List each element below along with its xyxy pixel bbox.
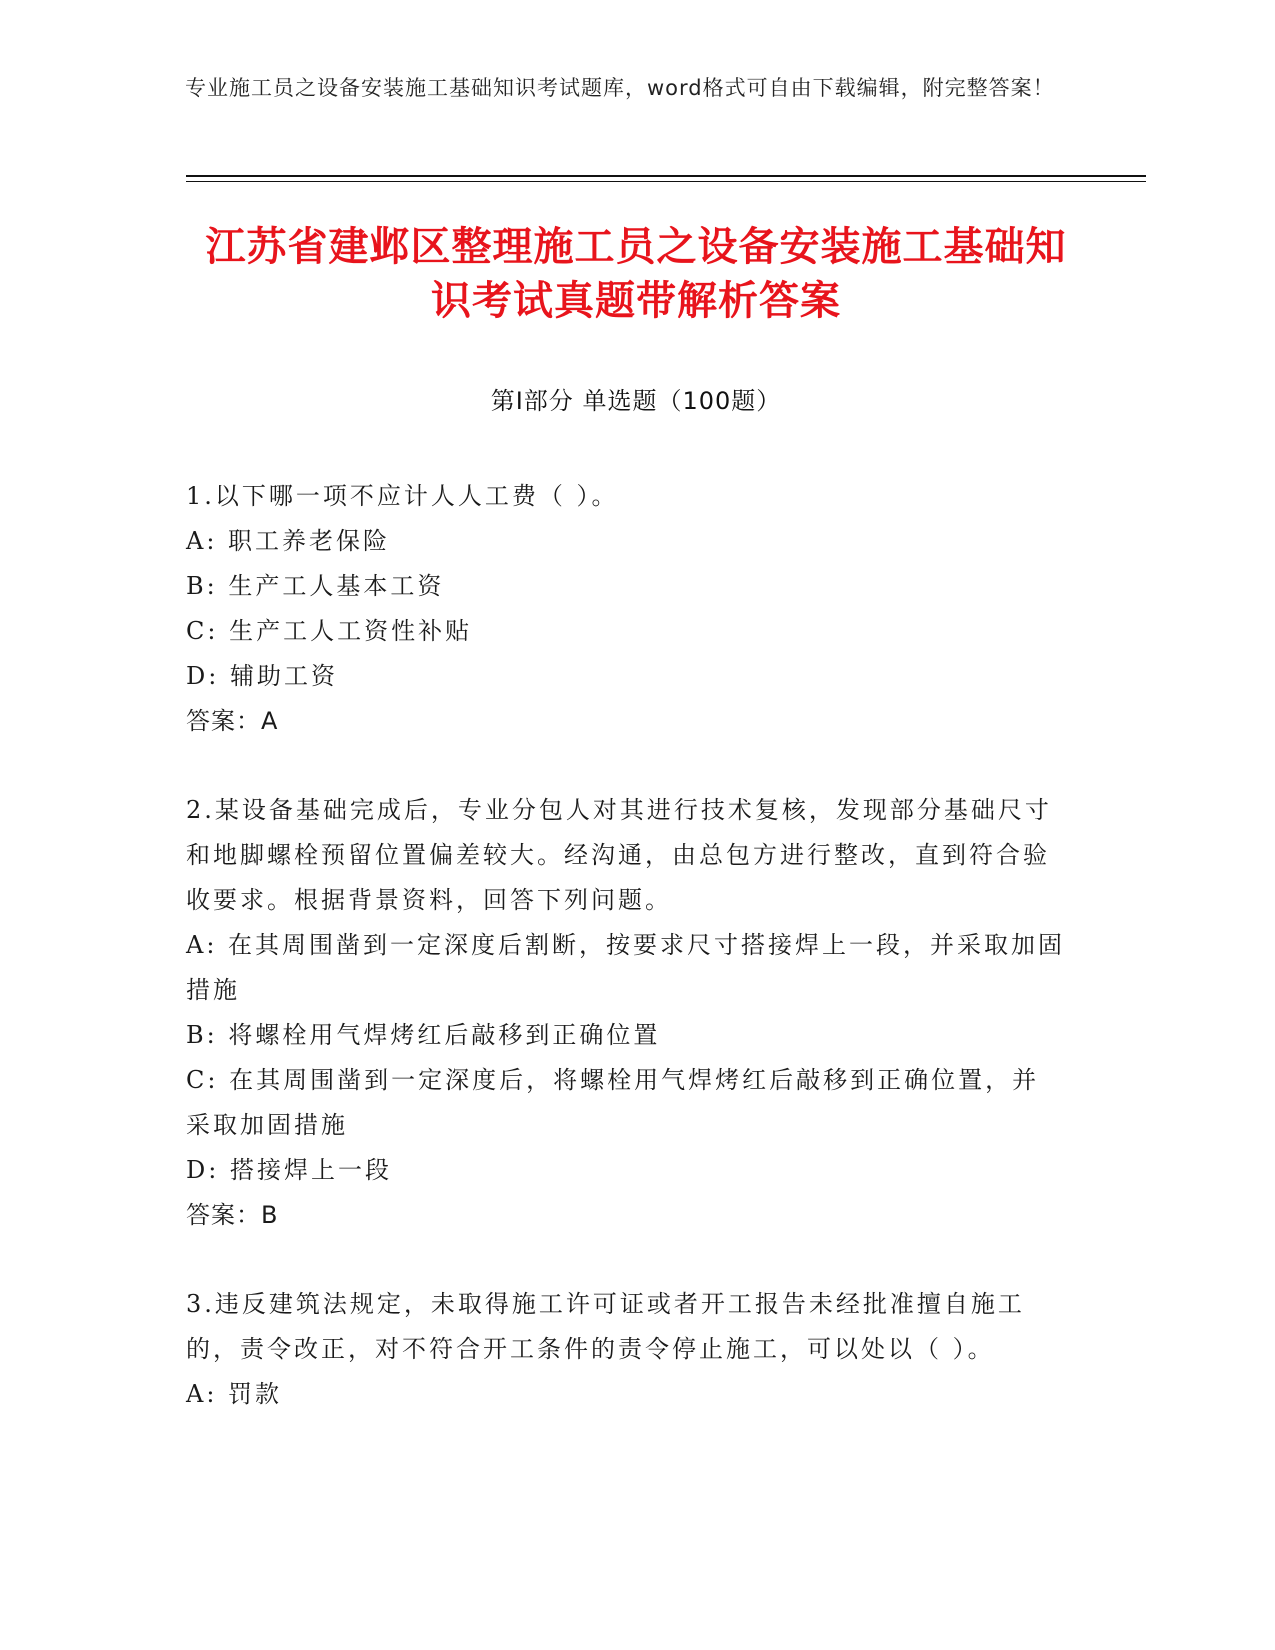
- option-a: A: 在其周围凿到一定深度后割断，按要求尺寸搭接焊上一段，并采取加固措施: [186, 931, 1066, 1004]
- option-b: B: 将螺栓用气焊烤红后敲移到正确位置: [186, 1021, 661, 1049]
- answer-line: 答案：B: [186, 1201, 279, 1229]
- header-note: 专业施工员之设备安装施工基础知识考试题库，word格式可自由下载编辑，附完整答案！: [185, 76, 1055, 100]
- option-d: D: 搭接焊上一段: [186, 1156, 392, 1184]
- question-list: [186, 474, 1066, 1461]
- option-a: A: 罚款: [186, 1380, 283, 1408]
- question-1: [186, 474, 1066, 744]
- question-stem: 3.违反建筑法规定，未取得施工许可证或者开工报告未经批准擅自施工的，责令改正，对不符合开工条件的责令停止施工，可以处以（ ）。: [186, 1290, 1025, 1363]
- option-a: A: 职工养老保险: [186, 527, 391, 555]
- document-title: 江苏省建邺区整理施工员之设备安装施工基础知识考试真题带解析答案: [205, 224, 1067, 324]
- option-c: C: 生产工人工资性补贴: [186, 617, 473, 645]
- option-c: C: 在其周围凿到一定深度后，将螺栓用气焊烤红后敲移到正确位置，并采取加固措施: [186, 1066, 1040, 1139]
- question-stem: 2.某设备基础完成后，专业分包人对其进行技术复核，发现部分基础尺寸和地脚螺栓预留位置偏差较大。经沟通，由总包方进行整改，直到符合验收要求。根据背景资料，回答下列问题。: [186, 796, 1052, 914]
- option-d: D: 辅助工资: [186, 662, 338, 690]
- question-2: [186, 788, 1066, 1238]
- question-3: [186, 1282, 1066, 1417]
- option-b: B: 生产工人基本工资: [186, 572, 445, 600]
- question-stem: 1.以下哪一项不应计人人工费（ ）。: [186, 482, 619, 510]
- header-divider-thick: [186, 175, 1146, 177]
- section-heading: 第Ⅰ部分 单选题（100题）: [490, 387, 782, 415]
- answer-line: 答案：A: [186, 707, 279, 735]
- header-divider-thin: [186, 181, 1146, 182]
